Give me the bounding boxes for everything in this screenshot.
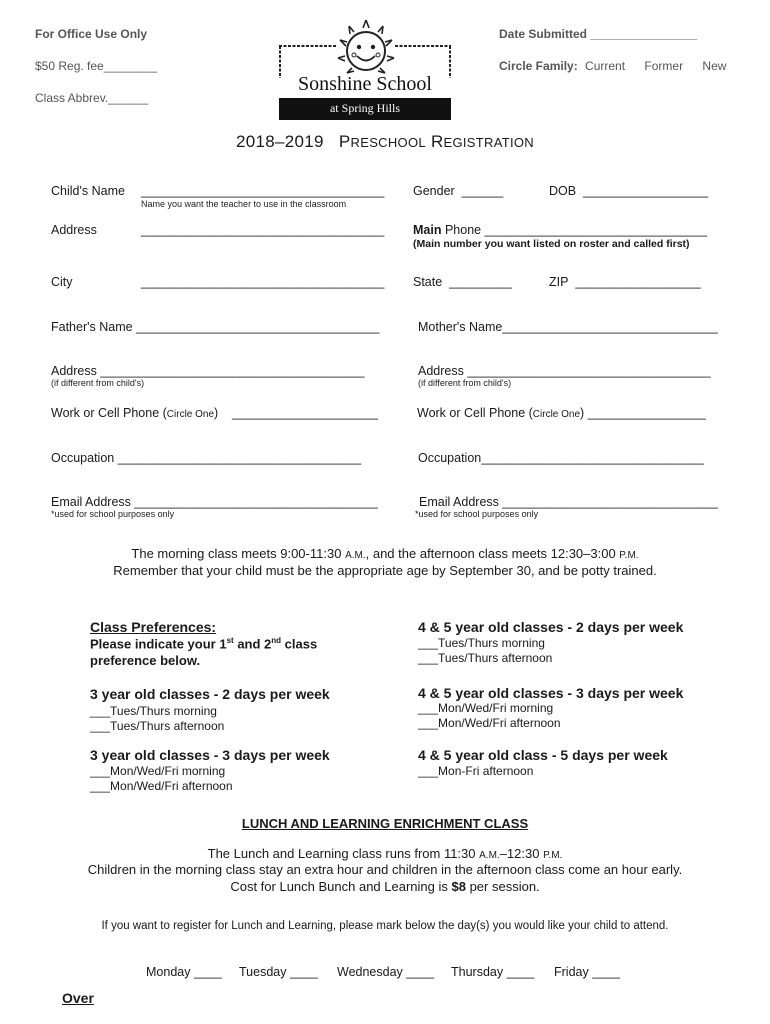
- school-name: Sonshine School: [298, 73, 432, 95]
- state-label: State: [413, 275, 443, 289]
- father-work-phone-field[interactable]: _____________________: [232, 406, 378, 420]
- state-line[interactable]: _________: [449, 275, 512, 289]
- mother-email-note: *used for school purposes only: [415, 509, 539, 519]
- work-phone-text: Work or Cell Phone (: [417, 406, 533, 420]
- circle-one-note: Circle One: [532, 409, 581, 420]
- office-use-header: For Office Use Only: [35, 27, 148, 41]
- lunch-cost-a: Cost for Lunch Bunch and Learning is: [230, 879, 452, 894]
- pm-label: P.M.: [619, 550, 639, 561]
- lunch-heading: LUNCH AND LEARNING ENRICHMENT CLASS: [241, 816, 529, 831]
- lunch-wednesday-field[interactable]: Wednesday ____: [337, 965, 435, 979]
- date-submitted-field[interactable]: Date Submitted ________________: [499, 27, 698, 41]
- class-preferences-heading: Class Preferences:: [90, 619, 217, 635]
- father-address-note: (if different from child's): [51, 378, 145, 388]
- address-label: Address: [51, 223, 97, 237]
- class-times-a: The morning class meets 9:00-11:30: [131, 546, 346, 561]
- city-label: City: [51, 275, 73, 289]
- three-year-three-day-heading: 3 year old classes - 3 days per week: [90, 747, 330, 763]
- father-occupation-field[interactable]: Occupation ___________________________________: [51, 451, 362, 465]
- zip-field[interactable]: [549, 275, 701, 289]
- child-name-note: Name you want the teacher to use in the classroom: [141, 199, 347, 209]
- lunch-times-a: The Lunch and Learning class runs from 11:30: [207, 846, 480, 861]
- four-five-two-day-heading: 4 & 5 year old classes - 2 days per week: [418, 619, 684, 635]
- three-two-tues-thurs-afternoon[interactable]: ___Tues/Thurs afternoon: [90, 719, 225, 733]
- lunch-pm: P.M.: [543, 850, 563, 861]
- lunch-tuesday-field[interactable]: Tuesday ____: [239, 965, 318, 979]
- main-phone-note: (Main number you want listed on roster and called first): [413, 238, 690, 250]
- family-former-option[interactable]: Former: [644, 59, 684, 73]
- instr-c: class: [281, 636, 318, 652]
- gender-field[interactable]: [413, 184, 503, 198]
- mother-address-note: (if different from child's): [418, 378, 512, 388]
- father-email-note: *used for school purposes only: [51, 509, 175, 519]
- mother-work-phone-line[interactable]: _________________: [587, 406, 706, 420]
- circle-family-label: Circle Family:: [499, 59, 578, 73]
- three-year-two-day-heading: 3 year old classes - 2 days per week: [90, 686, 330, 702]
- dob-label: DOB: [549, 184, 577, 198]
- mother-name-field[interactable]: Mother's Name_______________________________: [418, 320, 718, 334]
- instr-st: st: [226, 636, 234, 645]
- lunch-times-line: [0, 846, 770, 861]
- page-title: [0, 132, 770, 152]
- lunch-dash: –12:30: [499, 846, 544, 861]
- mother-occupation-field[interactable]: Occupation________________________________: [418, 451, 704, 465]
- class-times-line: [0, 546, 770, 561]
- father-work-phone-label: [51, 406, 218, 420]
- four-three-mwf-morning[interactable]: ___Mon/Wed/Fri morning: [418, 701, 554, 715]
- lunch-friday-field[interactable]: Friday ____: [554, 965, 621, 979]
- gender-line[interactable]: ______: [461, 184, 504, 198]
- lunch-cost-b: per session.: [465, 879, 540, 894]
- over-label: Over: [62, 990, 94, 1006]
- work-phone-text: Work or Cell Phone (: [51, 406, 167, 420]
- lunch-thursday-field[interactable]: Thursday ____: [451, 965, 535, 979]
- father-address-field[interactable]: Address ______________________________________: [51, 364, 365, 378]
- dob-field[interactable]: [549, 184, 708, 198]
- lunch-instruction: If you want to register for Lunch and Learning, please mark below the day(s) you would like your child to attend.: [101, 920, 669, 932]
- instr-nd: nd: [271, 636, 282, 645]
- title-egistration: EGISTRATION: [443, 135, 534, 150]
- child-name-field[interactable]: ___________________________________: [141, 184, 385, 198]
- mother-address-field[interactable]: Address ___________________________________: [418, 364, 711, 378]
- class-abbrev-field[interactable]: Class Abbrev.______: [35, 91, 149, 105]
- instr-b: and 2: [233, 636, 272, 652]
- four-five-three-day-heading: 4 & 5 year old classes - 3 days per week: [418, 685, 684, 701]
- main-phone-line[interactable]: Phone ________________________________: [441, 223, 708, 237]
- preference-instruction-2: preference below.: [90, 653, 201, 668]
- mother-email-field[interactable]: Email Address _______________________________: [419, 495, 718, 509]
- four-two-tues-thurs-afternoon[interactable]: ___Tues/Thurs afternoon: [418, 651, 553, 665]
- address-field[interactable]: ___________________________________: [141, 223, 385, 237]
- three-three-mwf-morning[interactable]: ___Mon/Wed/Fri morning: [90, 764, 226, 778]
- school-subtitle: at Spring Hills: [329, 101, 400, 115]
- zip-line[interactable]: __________________: [575, 275, 701, 289]
- work-phone-close: ): [214, 406, 219, 420]
- family-new-option[interactable]: New: [702, 59, 727, 73]
- four-three-mwf-afternoon[interactable]: ___Mon/Wed/Fri afternoon: [418, 716, 561, 730]
- lunch-monday-field[interactable]: Monday ____: [146, 965, 222, 979]
- dob-line[interactable]: __________________: [583, 184, 709, 198]
- title-year: 2018–2019: [236, 132, 324, 151]
- three-three-mwf-afternoon[interactable]: ___Mon/Wed/Fri afternoon: [90, 779, 233, 793]
- lunch-cost-line: [0, 879, 770, 894]
- main-phone-field[interactable]: [413, 223, 707, 237]
- city-field[interactable]: ___________________________________: [141, 275, 385, 289]
- lunch-description-line: Children in the morning class stay an extra hour and children in the afternoon class come an hour early.: [87, 862, 683, 877]
- four-five-five-day-heading: 4 & 5 year old class - 5 days per week: [418, 747, 668, 763]
- child-name-label: Child's Name: [51, 184, 125, 198]
- main-phone-bold: Main: [413, 223, 442, 237]
- family-current-option[interactable]: Current: [585, 59, 626, 73]
- lunch-cost-value: $8: [451, 879, 466, 894]
- zip-label: ZIP: [549, 275, 569, 289]
- title-r: R: [430, 132, 444, 151]
- work-phone-close: ): [580, 406, 585, 420]
- four-two-tues-thurs-morning[interactable]: ___Tues/Thurs morning: [418, 636, 545, 650]
- preference-instruction: [90, 636, 317, 651]
- class-times-b: , and the afternoon class meets 12:30–3:00: [365, 546, 620, 561]
- title-reschool: RESCHOOL: [350, 135, 426, 150]
- age-requirement-line: Remember that your child must be the appropriate age by September 30, and be potty trained.: [113, 563, 657, 578]
- mother-work-phone-field[interactable]: [417, 406, 706, 420]
- title-p: P: [338, 132, 351, 151]
- three-two-tues-thurs-morning[interactable]: ___Tues/Thurs morning: [90, 704, 217, 718]
- school-logo: [279, 18, 451, 120]
- lunch-am: A.M.: [479, 850, 500, 861]
- gender-label: Gender: [413, 184, 455, 198]
- circle-family-row: [499, 59, 726, 73]
- am-label: A.M.: [345, 550, 366, 561]
- state-field[interactable]: [413, 275, 512, 289]
- instr-a: Please indicate your 1: [90, 636, 227, 652]
- father-email-field[interactable]: Email Address ___________________________________: [51, 495, 378, 509]
- reg-fee-field[interactable]: $50 Reg. fee________: [35, 59, 158, 73]
- father-name-field[interactable]: Father's Name ___________________________________: [51, 320, 380, 334]
- circle-one-note: Circle One: [166, 409, 215, 420]
- four-five-mon-fri-afternoon[interactable]: ___Mon-Fri afternoon: [418, 764, 534, 778]
